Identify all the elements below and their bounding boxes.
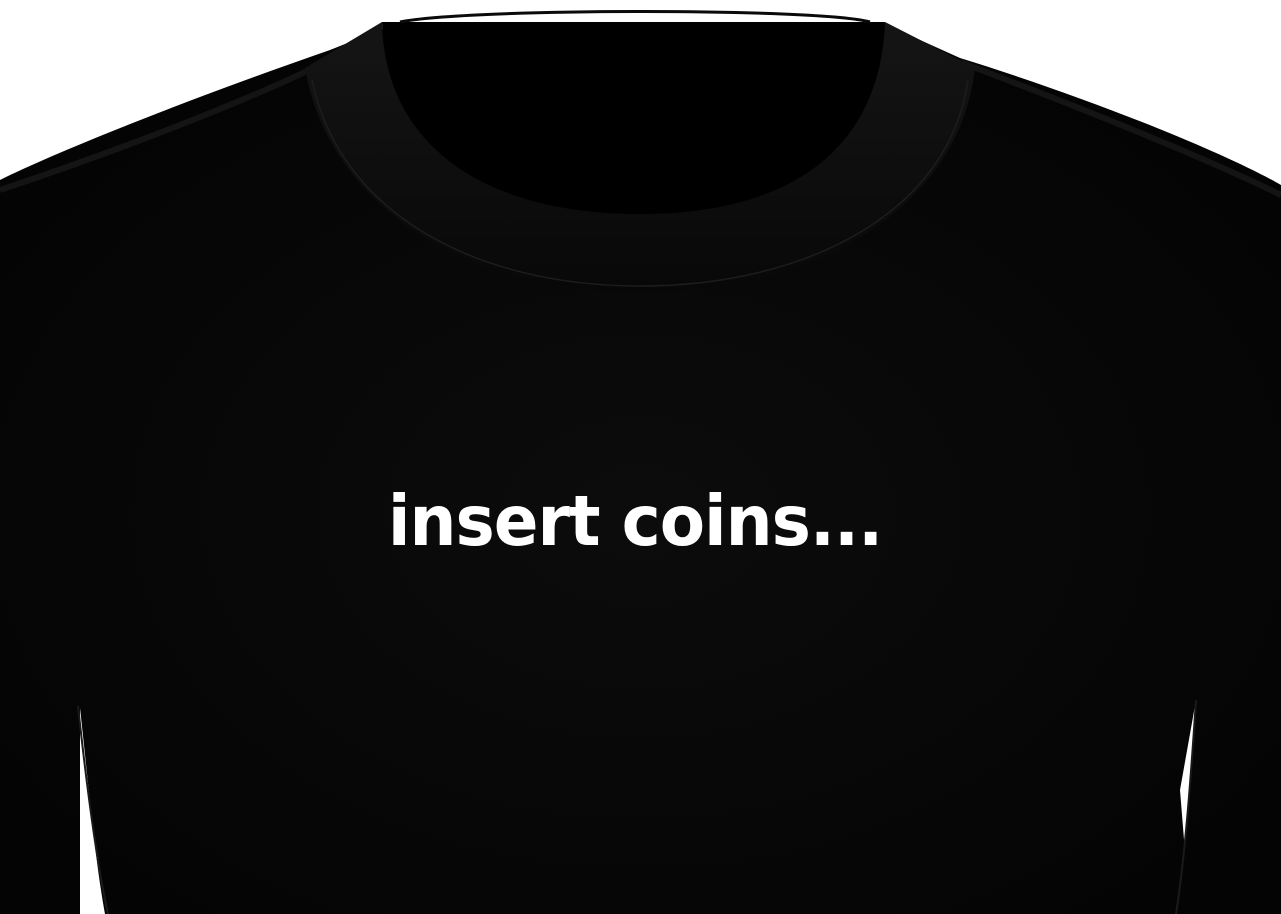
shirt-print-text: insert coins...	[387, 481, 883, 562]
